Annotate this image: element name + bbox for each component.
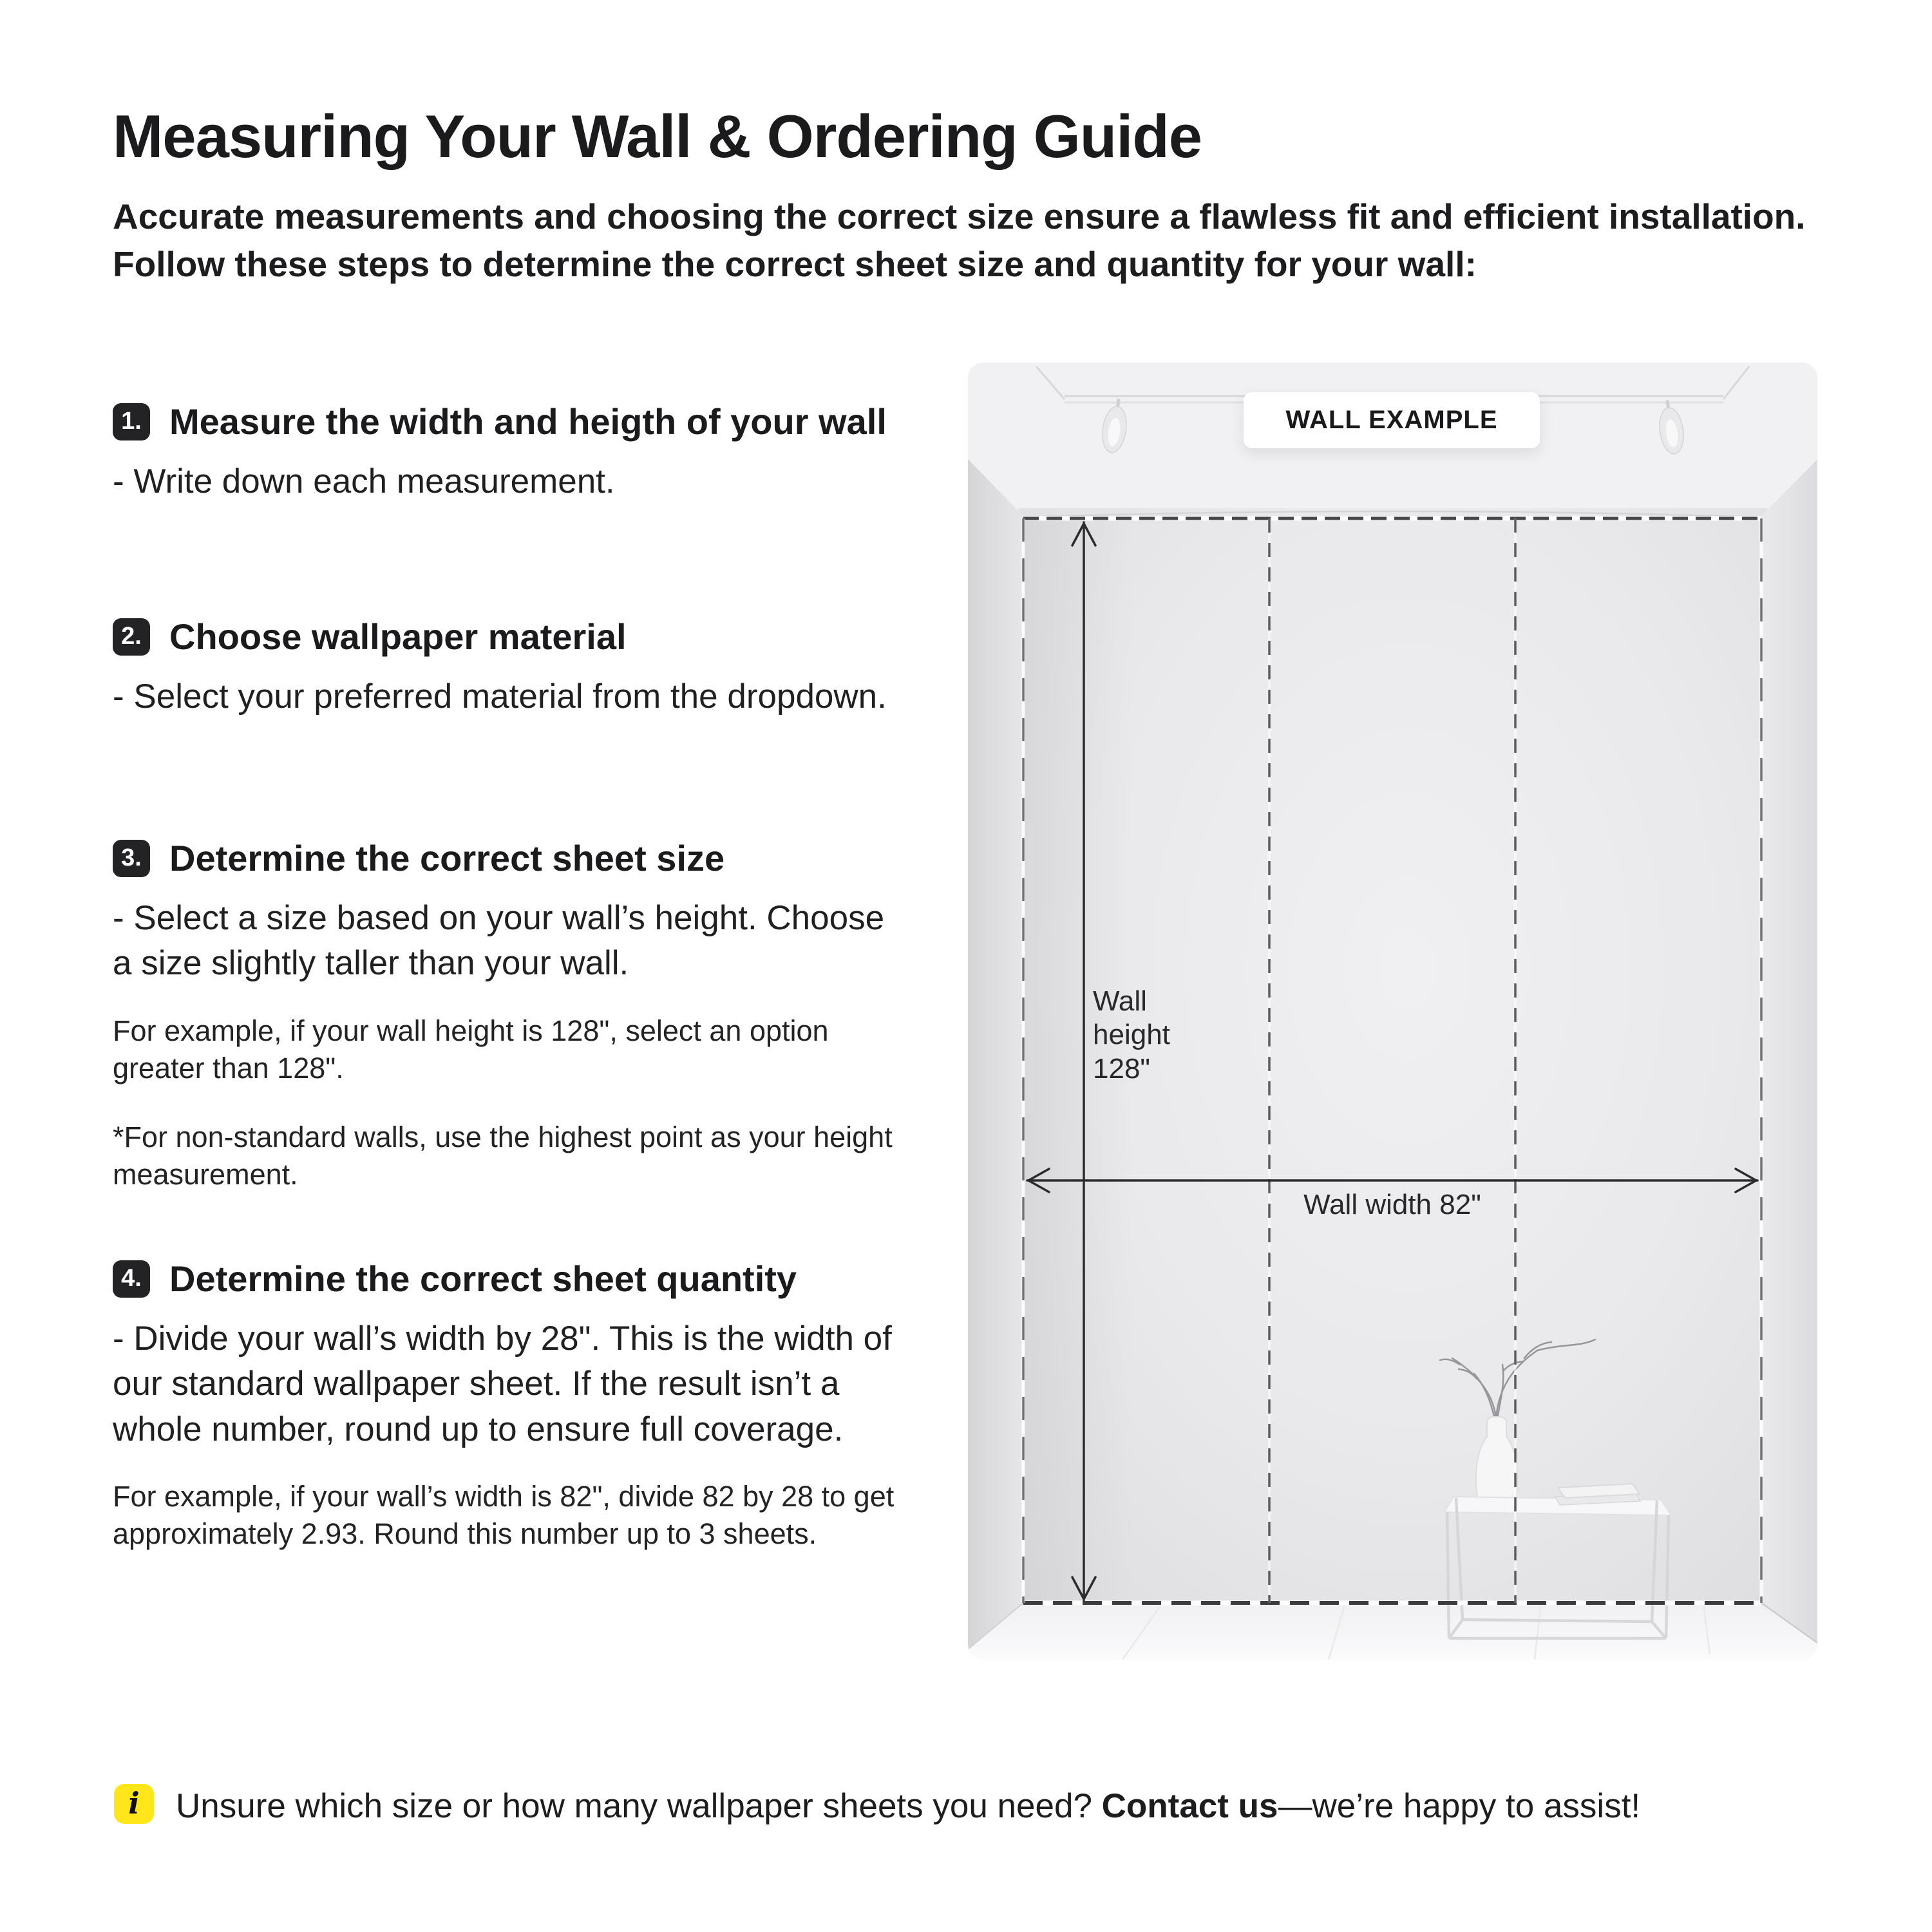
step-3-note: *For non-standard walls, use the highest point as your height measurement.: [113, 1121, 893, 1191]
step-2-body: - Select your preferred material from the dropdown.: [113, 677, 887, 715]
intro-paragraph: [113, 193, 1852, 288]
page-title: Measuring Your Wall & Ordering Guide: [113, 102, 1202, 170]
step-2-heading: Choose wallpaper material: [169, 616, 627, 657]
step-1-number-badge: 1.: [113, 403, 150, 440]
step-4-example: For example, if your wall’s width is 82", divide 82 by 28 to get approximately 2.93. Round this number up to 3 sheets.: [113, 1480, 895, 1551]
step-1-body: - Write down each measurement.: [113, 462, 615, 500]
step-3: [113, 837, 956, 1193]
step-2: [113, 616, 956, 719]
step-1: [113, 401, 956, 504]
footer-text-after: —we’re happy to assist!: [1278, 1787, 1641, 1825]
step-4-header: [113, 1258, 956, 1300]
step-1-heading: Measure the width and heigth of your wall: [169, 401, 887, 442]
step-1-header: [113, 401, 956, 442]
step-3-header: [113, 837, 956, 879]
footer-text-before: Unsure which size or how many wallpaper sheets you need?: [176, 1787, 1102, 1825]
step-2-header: [113, 616, 956, 658]
intro-line-1: Accurate measurements and choosing the correct size ensure a flawless fit and efficient installation.: [113, 196, 1806, 236]
floor: [968, 1603, 1817, 1660]
footer-note: [114, 1784, 1788, 1828]
step-3-body: - Select a size based on your wall’s height. Choose a size slightly taller than your wall.: [113, 899, 885, 983]
wall-width-label: Wall width 82": [1303, 1189, 1481, 1220]
intro-line-2: Follow these steps to determine the correct sheet size and quantity for your wall:: [113, 243, 1477, 284]
wall-height-label: Wall height 128": [1093, 985, 1170, 1084]
left-side-wall: [968, 459, 1023, 1649]
footer-text: [176, 1784, 1640, 1828]
info-icon: [114, 1784, 154, 1824]
info-icon-glyph: i: [128, 1786, 140, 1821]
step-4-body: - Divide your wall’s width by 28". This is the width of our standard wallpaper sheet. If the result isn’t a whole number, round up to ensure full coverage.: [113, 1320, 892, 1448]
step-3-example: For example, if your wall height is 128", select an option greater than 128".: [113, 1014, 829, 1084]
step-4-heading: Determine the correct sheet quantity: [169, 1258, 797, 1299]
step-4-number-badge: 4.: [113, 1260, 150, 1298]
book: [1555, 1484, 1640, 1505]
right-side-wall: [1761, 459, 1817, 1644]
step-3-number-badge: 3.: [113, 840, 150, 877]
step-3-heading: Determine the correct sheet size: [169, 838, 725, 878]
wall-example-image: [968, 363, 1817, 1660]
step-2-number-badge: 2.: [113, 618, 150, 656]
contact-us-link[interactable]: Contact us: [1101, 1787, 1278, 1825]
wall-example-label-box: [1244, 392, 1540, 448]
step-4: [113, 1258, 956, 1553]
wall-example-label: WALL EXAMPLE: [1285, 406, 1498, 434]
